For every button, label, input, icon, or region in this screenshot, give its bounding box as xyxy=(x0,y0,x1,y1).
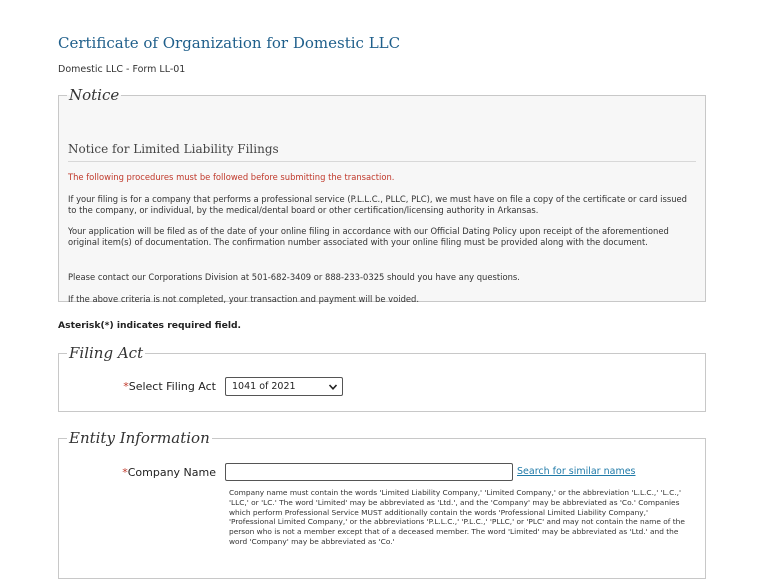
notice-paragraph-professional: If your filing is for a company that performs a professional service (P.L.L.C., PLLC, PLC), we must have on file a copy of the certificate or card issued to the company, or individual, by the medical/dental board or other certification/licensing authority in Arkansas. xyxy=(68,194,687,215)
chevron-down-icon xyxy=(328,382,338,392)
filing-act-select[interactable] xyxy=(225,377,343,396)
company-name-input[interactable] xyxy=(225,463,513,481)
notice-section xyxy=(58,86,706,302)
filing-act-selected-value: 1041 of 2021 xyxy=(232,381,296,392)
required-asterisk: * xyxy=(123,380,129,393)
search-similar-names-link[interactable]: Search for similar names xyxy=(517,466,636,477)
company-name-help-text: Company name must contain the words 'Limited Liability Company,' 'Limited Company,' or the abbreviation 'L.L.C.,' 'L.C.,' 'LLC,' or 'LC.' The word 'Limited' may be abbreviated as 'Ltd.', and the 'Company' may be abbreviated as 'Co.' Companies which perform Professional Service MUST additionally contain the words 'Professional Limited Liability Company,' 'Professional Limited Company,' or the abbreviations 'P.L.L.C.,' 'P.L.C.,' 'PLLC,' or 'PLC' and may not contain the name of the person who is not a member except that of a deceased member. The word 'Limited' may be abbreviated as 'Ltd.' and the word 'Company' may be abbreviated as 'Co.' xyxy=(229,488,685,546)
notice-paragraph-filing-date: Your application will be filed as of the date of your online filing in accordance with our Official Dating Policy upon receipt of the aforementioned original item(s) of documentation. The confirmation number associated with your online filing must be provided along with the document. xyxy=(68,226,669,247)
filing-act-label-text: Select Filing Act xyxy=(128,380,216,393)
filing-act-label xyxy=(118,380,216,393)
notice-paragraph-void: If the above criteria is not completed, your transaction and payment will be voided. xyxy=(68,294,420,304)
notice-divider xyxy=(68,161,696,162)
entity-information-legend: Entity Information xyxy=(69,429,210,447)
notice-warning: The following procedures must be followed before submitting the transaction. xyxy=(68,172,395,182)
form-subtitle: Domestic LLC - Form LL-01 xyxy=(58,64,186,75)
page-title: Certificate of Organization for Domestic LLC xyxy=(58,34,401,52)
filing-act-legend: Filing Act xyxy=(69,344,144,362)
required-asterisk: * xyxy=(122,466,128,479)
notice-legend: Notice xyxy=(69,86,120,104)
company-name-label xyxy=(110,466,216,479)
notice-heading: Notice for Limited Liability Filings xyxy=(68,142,279,156)
required-field-note: Asterisk(*) indicates required field. xyxy=(58,320,242,331)
notice-paragraph-contact: Please contact our Corporations Division at 501-682-3409 or 888-233-0325 should you have any questions. xyxy=(68,272,520,282)
filing-act-section xyxy=(58,344,706,412)
company-name-label-text: Company Name xyxy=(127,466,216,479)
